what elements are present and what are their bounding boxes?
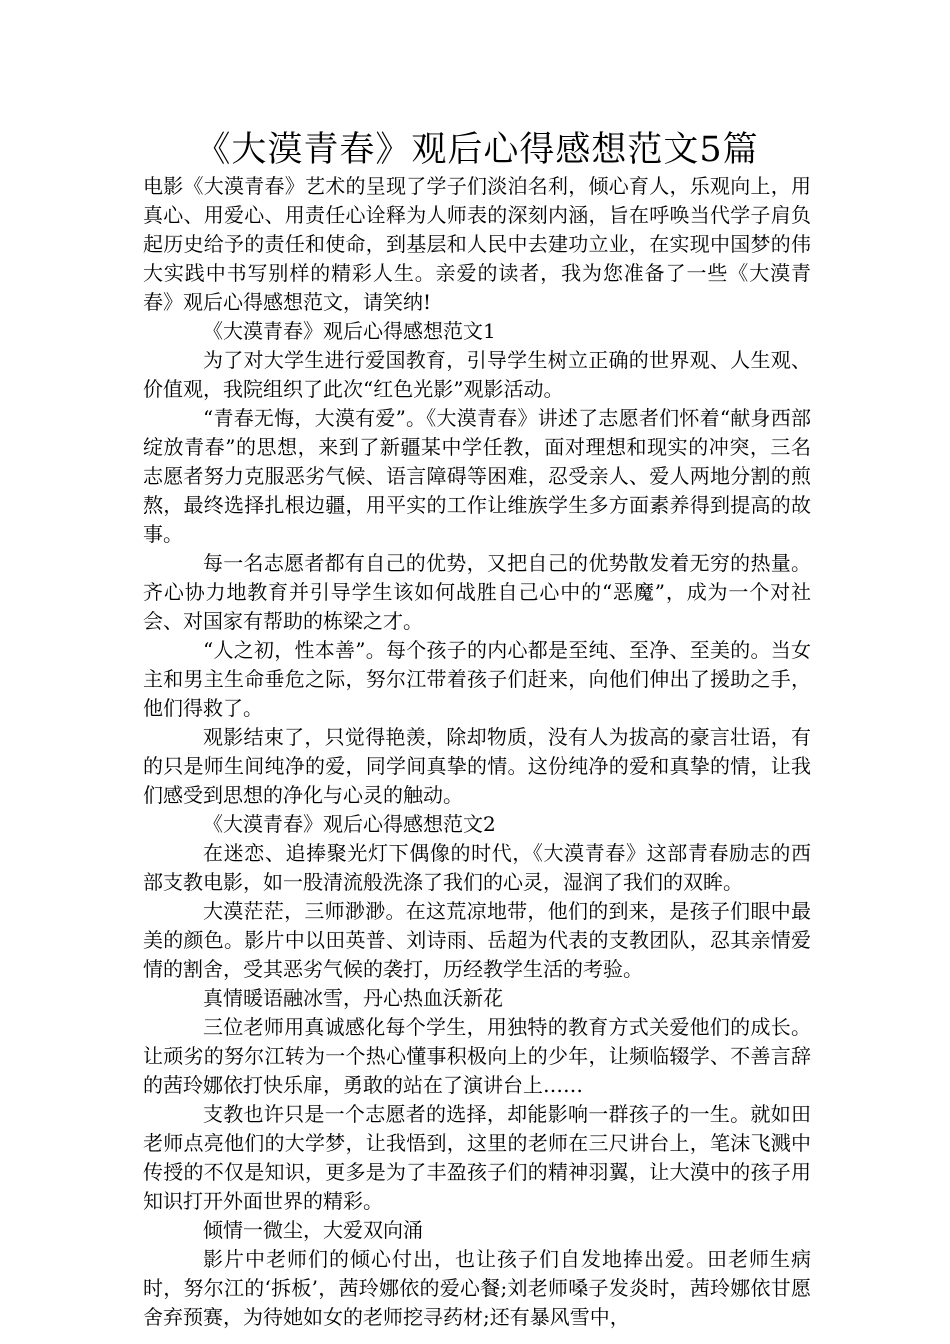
paragraph: 为了对大学生进行爱国教育，引导学生树立正确的世界观、人生观、价值观，我院组织了此次“红色光影”观影活动。 (143, 348, 811, 401)
paragraph: 每一名志愿者都有自己的优势，又把自己的优势散发着无穷的热量。齐心协力地教育并引导学生该如何战胜自己心中的“恶魔”，成为一个对社会、对国家有帮助的栋梁之才。 (143, 551, 811, 633)
paragraph: 影片中老师们的倾心付出，也让孩子们自发地捧出爱。田老师生病时，努尔江的‘拆板’，茜玲娜依的爱心餐;刘老师嗓子发炎时，茜玲娜依甘愿舍弃预赛，为待她如女的老师挖寻药材;还有暴风雪中， (143, 1247, 811, 1329)
paragraph: 观影结束了，只觉得艳羡，除却物质，没有人为拔高的豪言壮语，有的只是师生间纯净的爱，同学间真挚的情。这份纯净的爱和真挚的情，让我们感受到思想的净化与心灵的触动。 (143, 725, 811, 807)
paragraph: “青春无悔，大漠有爱”。《大漠青春》讲述了志愿者们怀着“献身西部绽放青春”的思想，来到了新疆某中学任教，面对理想和现实的冲突，三名志愿者努力克服恶劣气候、语言障碍等困难，忍受亲人、爱人两地分割的煎熬，最终选择扎根边疆，用平实的工作让维族学生多方面素养得到提高的故事。 (143, 406, 811, 546)
paragraph: 在迷恋、追捧聚光灯下偶像的时代，《大漠青春》这部青春励志的西部支教电影，如一股清流般洗涤了我们的心灵，湿润了我们的双眸。 (143, 841, 811, 894)
paragraph: 支教也许只是一个志愿者的选择，却能影响一群孩子的一生。就如田老师点亮他们的大学梦，让我悟到，这里的老师在三尺讲台上，笔沫飞溅中传授的不仅是知识，更多是为了丰盈孩子们的精神羽翼，让大漠中的孩子用知识打开外面世界的精彩。 (143, 1102, 811, 1213)
subheading: 倾情一微尘，大爱双向涌 (203, 1218, 423, 1242)
section-heading-2: 《大漠青春》观后心得感想范文2 (203, 812, 496, 836)
paragraph: 大漠茫茫，三师渺渺。在这荒凉地带，他们的到来，是孩子们眼中最美的颜色。影片中以田英普、刘诗雨、岳超为代表的支教团队，忍其亲情爱情的割舍，受其恶劣气候的袭打，历经教学生活的考验。 (143, 899, 811, 981)
intro-paragraph: 电影《大漠青春》艺术的呈现了学子们淡泊名利，倾心育人，乐观向上，用真心、用爱心、用责任心诠释为人师表的深刻内涵，旨在呼唤当代学子肩负起历史给予的责任和使命，到基层和人民中去建功立业，在实现中国梦的伟大实践中书写别样的精彩人生。亲爱的读者，我为您准备了一些《大漠青春》观后心得感想范文，请笑纳! (143, 174, 811, 314)
paragraph: 三位老师用真诚感化每个学生，用独特的教育方式关爱他们的成长。让顽劣的努尔江转为一个热心懂事积极向上的少年，让频临辍学、不善言辞的茜玲娜依打快乐扉，勇敢的站在了演讲台上…… (143, 1015, 811, 1097)
document-title: 《大漠青春》观后心得感想范文5篇 (195, 130, 759, 170)
section-heading-1: 《大漠青春》观后心得感想范文1 (203, 319, 496, 343)
subheading: 真情暖语融冰雪，丹心热血沃新花 (203, 986, 503, 1010)
document-page (143, 128, 811, 1332)
paragraph: “人之初，性本善”。每个孩子的内心都是至纯、至净、至美的。当女主和男主生命垂危之际，努尔江带着孩子们赶来，向他们伸出了援助之手，他们得救了。 (143, 638, 811, 720)
